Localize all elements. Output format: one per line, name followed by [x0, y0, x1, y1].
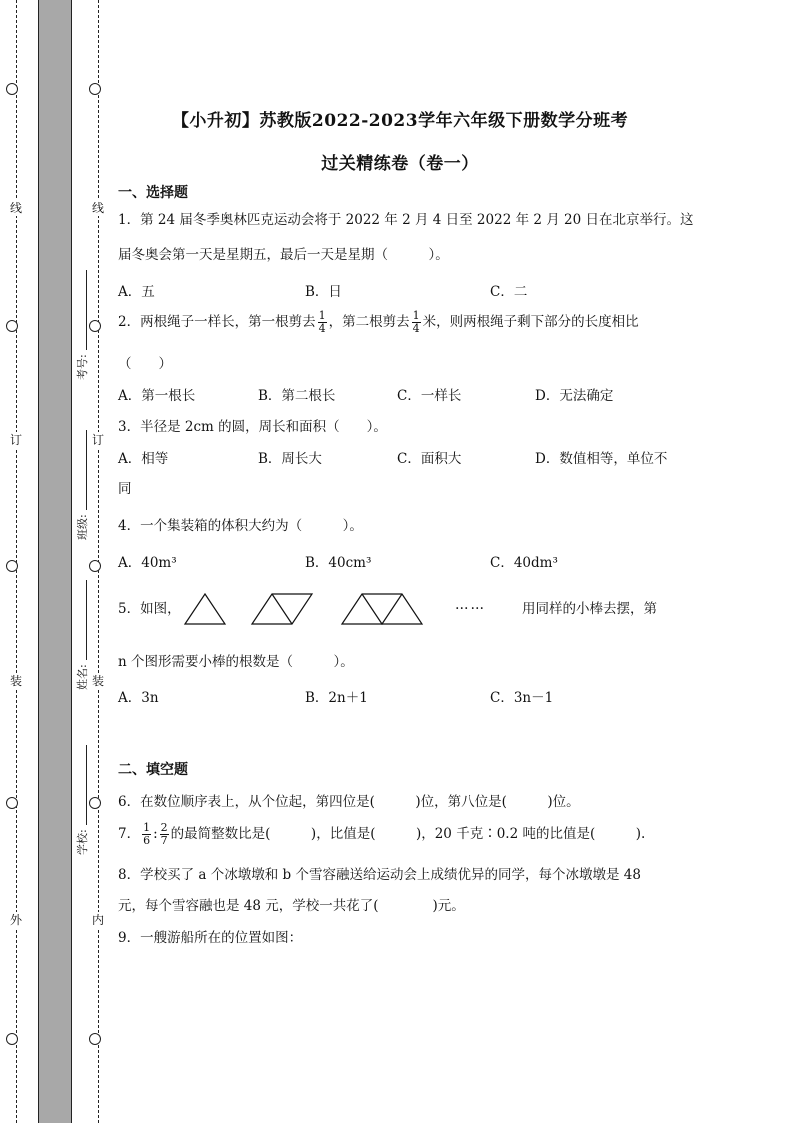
margin-char: 线: [92, 201, 105, 215]
margin-char: 装: [10, 674, 23, 688]
fraction-numerator: 1: [143, 821, 151, 834]
punch-hole: [6, 1033, 18, 1045]
question-3-option-c: C．面积大: [397, 451, 462, 467]
fraction-numerator: 2: [160, 821, 168, 834]
fraction-numerator: 1: [318, 309, 326, 322]
school-field: [74, 745, 90, 855]
punch-hole: [6, 320, 18, 332]
field-blank: [78, 745, 87, 825]
question-7-prefix: 7．: [118, 826, 141, 842]
margin-char: 订: [92, 433, 105, 447]
question-4-line-1: 4．一个集装箱的体积大约为（ ）。: [118, 518, 363, 534]
question-4-option-a: A．40m³: [118, 555, 177, 571]
punch-hole: [89, 83, 101, 95]
fraction-denominator: 6: [143, 834, 151, 847]
question-1-option-b: B．日: [305, 284, 342, 300]
punch-hole: [89, 320, 101, 332]
fraction-numerator: 1: [412, 309, 420, 322]
margin-char: 订: [10, 433, 23, 447]
class-field: [74, 430, 90, 540]
question-2-text-3: 米，则两根绳子剩下部分的长度相比: [422, 314, 639, 330]
question-3-option-b: B．周长大: [258, 451, 322, 467]
field-label: 班级:: [76, 514, 89, 540]
margin-char: 装: [92, 674, 105, 688]
fraction-denominator: 7: [160, 834, 168, 847]
figure-3-inner-lines: [362, 594, 402, 624]
field-label: 学校:: [76, 829, 89, 855]
question-1-line-1: 1．第 24 届冬季奥林匹克运动会将于 2022 年 2 月 4 日至 2022 年 2 月 20 日在北京举行。这: [118, 212, 694, 228]
punch-hole: [6, 797, 18, 809]
name-field: [74, 580, 90, 690]
question-2-option-d: D．无法确定: [535, 388, 614, 404]
question-6: 6．在数位顺序表上，从个位起，第四位是( )位，第八位是( )位。: [118, 794, 580, 810]
question-1-line-2: 届冬奥会第一天是星期五，最后一天是星期（ ）。: [118, 247, 449, 263]
field-blank: [78, 430, 87, 510]
fraction-denominator: 4: [412, 322, 420, 335]
ratio-colon: :: [153, 826, 158, 842]
triangle-pattern-figure: [180, 590, 440, 630]
question-3-option-d-continued: 同: [118, 481, 132, 497]
question-1-option-c: C．二: [490, 284, 528, 300]
punch-hole: [89, 797, 101, 809]
question-1-option-a: A．五: [118, 284, 155, 300]
question-2-line-1: [118, 310, 639, 335]
question-2-text-1: 2．两根绳子一样长，第一根剪去: [118, 314, 316, 330]
field-blank: [78, 580, 87, 660]
question-5-line-2: n 个图形需要小棒的根数是（ ）。: [118, 654, 354, 670]
question-9: 9．一艘游船所在的位置如图：: [118, 930, 303, 946]
question-5-option-a: A．3n: [118, 690, 159, 706]
punch-hole: [89, 560, 101, 572]
punch-hole: [89, 1033, 101, 1045]
question-8-line-2: 元，每个雪容融也是 48 元，学校一共花了( )元。: [118, 898, 465, 914]
question-7-text: 的最简整数比是( )，比值是( )，20 千克∶0.2 吨的比值是( ).: [170, 826, 646, 842]
question-2-option-a: A．第一根长: [118, 388, 196, 404]
question-2-option-c: C．一样长: [397, 388, 462, 404]
page-subtitle: 过关精练卷（卷一）: [321, 154, 479, 174]
fraction: [318, 310, 327, 335]
question-7: [118, 822, 645, 847]
question-4-option-b: B．40cm³: [305, 555, 372, 571]
figure-2-inner-line: [272, 594, 292, 624]
fraction: [412, 310, 421, 335]
figure-1-triangle: [185, 594, 225, 624]
question-5-prefix: 5．如图，: [118, 601, 181, 617]
section-heading: 一、选择题: [118, 185, 188, 201]
field-blank: [78, 270, 87, 350]
question-3-option-a: A．相等: [118, 451, 169, 467]
question-5-dots: ……: [455, 597, 486, 613]
binding-strip: [38, 0, 72, 1123]
question-5-option-c: C．3n－1: [490, 690, 554, 706]
section-heading: 二、填空题: [118, 762, 188, 778]
page-title: 【小升初】苏教版2022-2023学年六年级下册数学分班考: [171, 111, 629, 131]
margin-char: 线: [10, 201, 23, 215]
question-2-line-2: （ ）: [118, 356, 172, 372]
fraction: [142, 822, 151, 847]
question-2-option-b: B．第二根长: [258, 388, 336, 404]
question-5-option-b: B．2n＋1: [305, 690, 368, 706]
field-label: 考号:: [76, 354, 89, 380]
margin-char: 内: [92, 913, 105, 927]
punch-hole: [6, 83, 18, 95]
question-4-option-c: C．40dm³: [490, 555, 558, 571]
question-5-suffix: 用同样的小棒去摆，第: [522, 601, 657, 617]
punch-hole: [6, 560, 18, 572]
figure-3-shape: [342, 594, 422, 624]
field-label: 姓名:: [76, 664, 89, 690]
question-3-option-d: D．数值相等，单位不: [535, 451, 668, 467]
question-8-line-1: 8．学校买了 a 个冰墩墩和 b 个雪容融送给运动会上成绩优异的同学，每个冰墩墩是 48: [118, 867, 641, 883]
fraction-denominator: 4: [318, 322, 326, 335]
fraction: [160, 822, 169, 847]
exam-number-field: [74, 270, 90, 380]
margin-char: 外: [10, 913, 23, 927]
question-3-line-1: 3．半径是 2cm 的圆，周长和面积（ ）。: [118, 419, 387, 435]
question-2-text-2: ，第二根剪去: [328, 314, 410, 330]
